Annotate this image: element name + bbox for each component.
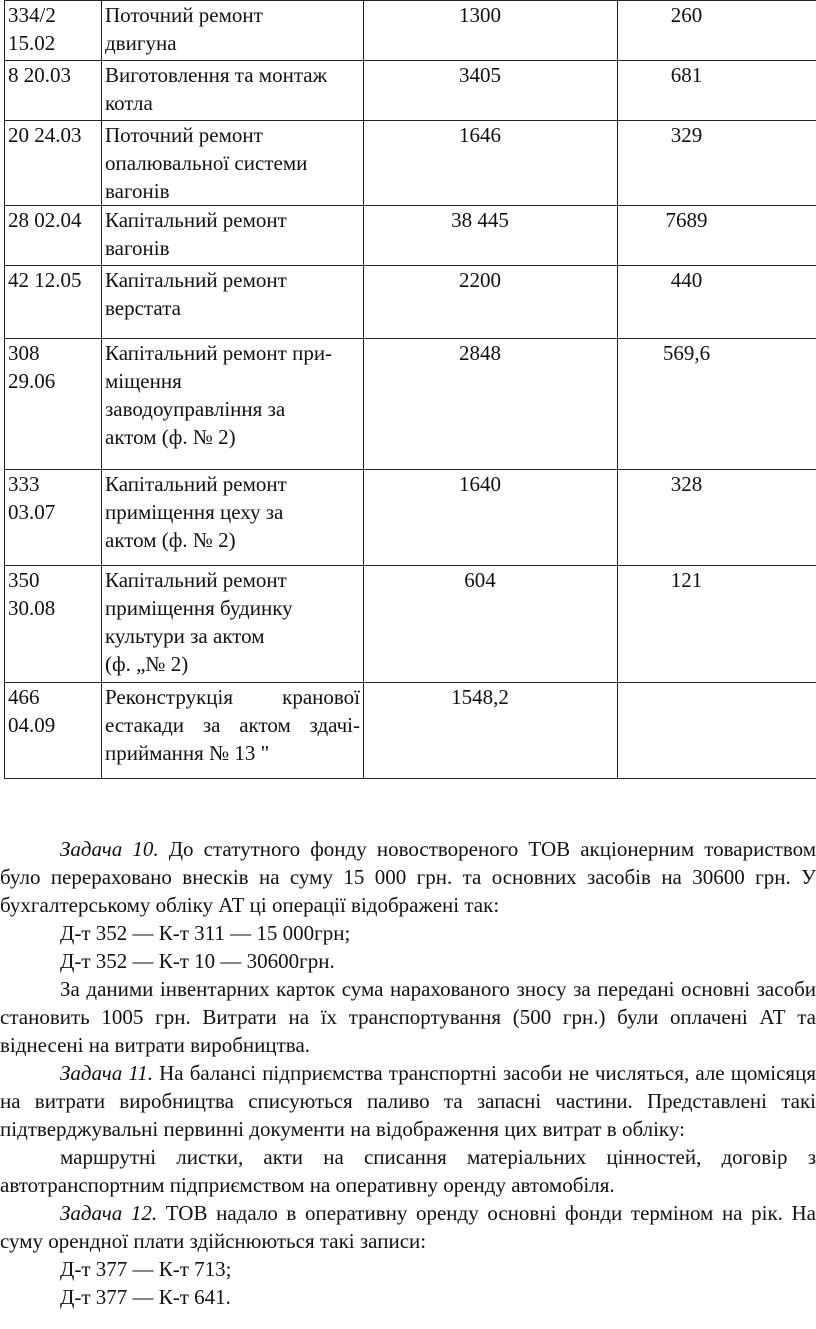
task-12-entry-2: Д-т 377 — К-т 641. [60, 1285, 231, 1309]
table-row [5, 266, 816, 339]
description-line: опалювальної системи [105, 151, 308, 175]
description-line: вагонів [105, 179, 170, 203]
table-row [5, 206, 816, 266]
description-cell [102, 470, 364, 566]
task-12-paragraph [0, 1199, 816, 1255]
description-line: естакади за актом здачі- [105, 713, 360, 737]
task-12-label: Задача 12. [60, 1201, 158, 1225]
task-11-paragraph [0, 1059, 816, 1143]
amount-cell: 1640 [364, 470, 618, 566]
description-cell [102, 1, 364, 61]
doc-line: 04.09 [8, 713, 56, 737]
description-line: приймання № 13 " [105, 741, 270, 765]
vat-cell: 681 [618, 61, 816, 121]
description-line: приміщення цеху за [105, 500, 284, 524]
tasks-text [0, 835, 816, 1311]
amount-cell: 38 445 [364, 206, 618, 266]
task-10-entry-1: Д-т 352 — К-т 311 — 15 000грн; [60, 921, 351, 945]
doc-cell [5, 61, 102, 121]
description-line: Поточний ремонт [105, 3, 263, 27]
description-line: (ф. „№ 2) [105, 652, 189, 676]
doc-cell [5, 566, 102, 683]
doc-line: 30.08 [8, 596, 56, 620]
repairs-table [4, 0, 816, 779]
doc-cell [5, 121, 102, 206]
task-10-paragraph [0, 835, 816, 919]
doc-line: 350 [8, 568, 40, 592]
description-cell [102, 61, 364, 121]
description-cell [102, 683, 364, 779]
description-line: Капітальний ремонт при- [105, 341, 333, 365]
description-line: Поточний ремонт [105, 123, 263, 147]
table-row [5, 566, 816, 683]
task-11-text-2: маршрутні листки, акти на списання матеріальних цінностей, договір з автотранспортним підприємством на оперативну оренду автомобіля. [0, 1145, 816, 1197]
description-cell [102, 566, 364, 683]
amount-cell: 2848 [364, 339, 618, 470]
description-line: міщення [105, 369, 182, 393]
doc-line: 8 20.03 [8, 63, 71, 87]
description-line: Капітальний ремонт [105, 472, 287, 496]
vat-cell: 440 [618, 266, 816, 339]
task-10-text: До статутного фонду новоствореного ТОВ акціонерним товариством було перераховано внесків на суму 15 000 грн. та основних засобів на 30600 грн. У бухгалтерському обліку АТ ці операції відображені так: [0, 837, 816, 917]
doc-line: 03.07 [8, 500, 56, 524]
repairs-table-body [5, 1, 816, 779]
amount-cell: 1300 [364, 1, 618, 61]
task-11-text: На балансі підприємства транспортні засоби не числяться, але щомісяця на витрати виробництва списуються паливо та запасні частини. Представлені такі підтверджувальні первинні документи на відображення цих витрат в обліку: [0, 1061, 816, 1141]
doc-line: 15.02 [8, 31, 56, 55]
description-line: Капітальний ремонт [105, 208, 287, 232]
doc-cell [5, 206, 102, 266]
amount-cell: 2200 [364, 266, 618, 339]
vat-cell: 569,6 [618, 339, 816, 470]
vat-cell: 121 [618, 566, 816, 683]
doc-cell [5, 683, 102, 779]
doc-line: 42 12.05 [8, 268, 82, 292]
description-cell [102, 339, 364, 470]
doc-line: 29.06 [8, 369, 56, 393]
table-row [5, 339, 816, 470]
description-line: актом (ф. № 2) [105, 425, 236, 449]
table-row [5, 683, 816, 779]
vat-cell: 7689 [618, 206, 816, 266]
task-10-entry-2: Д-т 352 — К-т 10 — 30600грн. [60, 949, 335, 973]
table-row [5, 470, 816, 566]
vat-cell: 260 [618, 1, 816, 61]
doc-cell [5, 339, 102, 470]
table-row [5, 1, 816, 61]
description-cell [102, 121, 364, 206]
amount-cell: 3405 [364, 61, 618, 121]
doc-line: 466 [8, 685, 40, 709]
amount-cell: 1646 [364, 121, 618, 206]
task-12-entry-1: Д-т 377 — К-т 713; [60, 1257, 232, 1281]
description-line: Капітальний ремонт [105, 568, 287, 592]
description-line: Капітальний ремонт [105, 268, 287, 292]
description-line: Виготовлення та монтаж [105, 63, 328, 87]
description-line: котла [105, 91, 153, 115]
description-line: актом (ф. № 2) [105, 528, 236, 552]
doc-cell [5, 266, 102, 339]
doc-line: 20 24.03 [8, 123, 82, 147]
description-line: культури за актом [105, 624, 265, 648]
vat-cell: 328 [618, 470, 816, 566]
description-line: вагонів [105, 236, 170, 260]
task-10-text-2: За даними інвентарних карток сума нарахованого зносу за передані основні засоби становить 1005 грн. Витрати на їх транспортування (500 грн.) були оплачені АТ та віднесені на витрати виробництва. [0, 977, 816, 1057]
table-row [5, 121, 816, 206]
description-line: приміщення будинку [105, 596, 293, 620]
doc-cell [5, 470, 102, 566]
description-line: двигуна [105, 31, 177, 55]
description-cell [102, 266, 364, 339]
task-11-label: Задача 11. [60, 1061, 154, 1085]
description-line: заводоуправління за [105, 397, 286, 421]
vat-cell [618, 683, 816, 779]
doc-line: 334/2 [8, 3, 56, 27]
doc-line: 28 02.04 [8, 208, 82, 232]
task-12-text: ТОВ надало в оперативну оренду основні фонди терміном на рік. На суму орендної плати здійснюються такі записи: [0, 1201, 816, 1253]
amount-cell: 604 [364, 566, 618, 683]
task-10-label: Задача 10. [60, 837, 159, 861]
table-row [5, 61, 816, 121]
description-line: верстата [105, 296, 181, 320]
amount-cell: 1548,2 [364, 683, 618, 779]
description-cell [102, 206, 364, 266]
doc-line: 308 [8, 341, 40, 365]
doc-line: 333 [8, 472, 40, 496]
description-line: Реконструкція кранової [105, 685, 360, 709]
vat-cell: 329 [618, 121, 816, 206]
doc-cell [5, 1, 102, 61]
